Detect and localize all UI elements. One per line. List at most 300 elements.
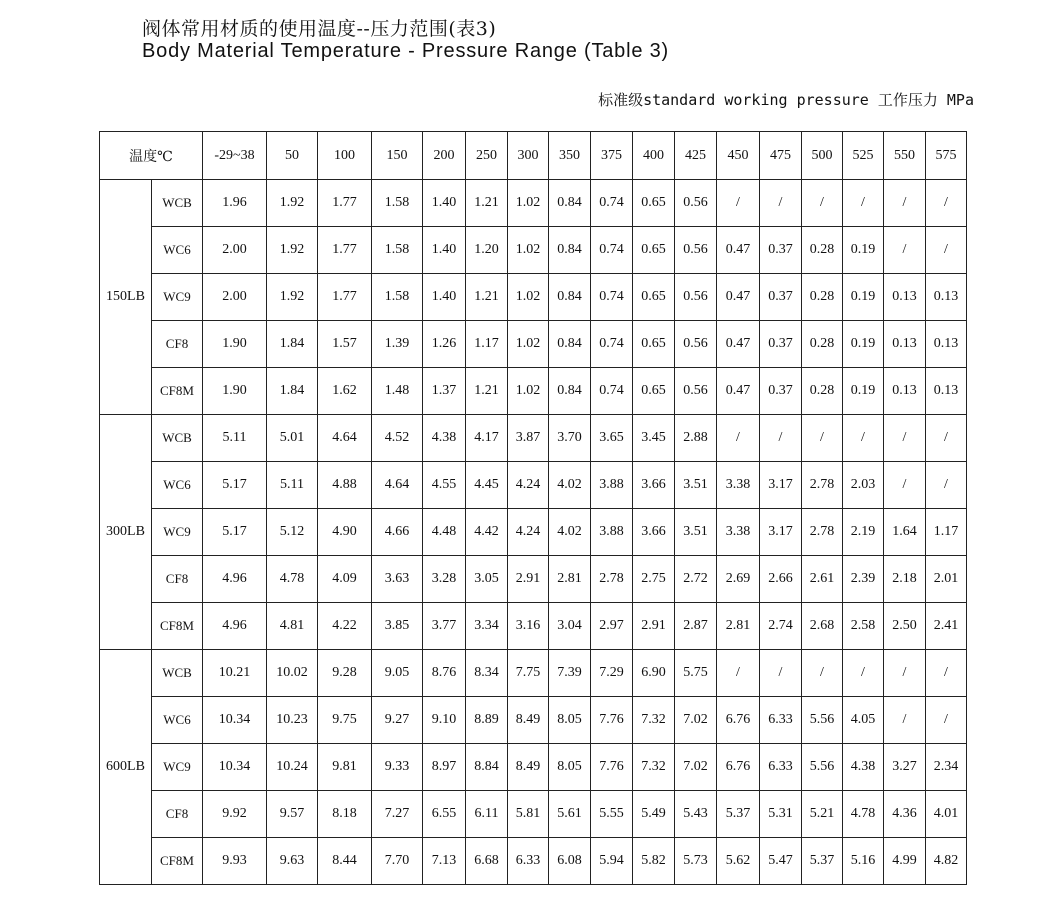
temperature-header-cell: -29~38: [203, 132, 267, 180]
pressure-value-cell: 3.27: [884, 744, 926, 791]
pressure-value-cell: 4.66: [372, 509, 423, 556]
table-row: [100, 744, 967, 791]
pressure-value-cell: 0.84: [549, 321, 591, 368]
pressure-value-cell: 3.04: [549, 603, 591, 650]
pressure-value-cell: 2.72: [675, 556, 717, 603]
pressure-value-cell: 6.76: [717, 744, 760, 791]
pressure-value-cell: 7.76: [591, 697, 633, 744]
pressure-value-cell: 3.87: [508, 415, 549, 462]
pressure-value-cell: 5.56: [802, 697, 843, 744]
pressure-value-cell: 9.05: [372, 650, 423, 697]
temperature-header-cell: 525: [843, 132, 884, 180]
temperature-header-cell: 150: [372, 132, 423, 180]
pressure-value-cell: 4.17: [466, 415, 508, 462]
temperature-header-cell: 50: [267, 132, 318, 180]
pressure-value-cell: 9.63: [267, 838, 318, 885]
pressure-value-cell: 0.47: [717, 274, 760, 321]
pressure-value-cell: 0.37: [760, 368, 802, 415]
pressure-value-cell: /: [884, 697, 926, 744]
pressure-value-cell: 0.74: [591, 180, 633, 227]
pressure-value-cell: 0.47: [717, 227, 760, 274]
material-cell: WC6: [152, 227, 203, 274]
temperature-header-cell: 425: [675, 132, 717, 180]
pressure-value-cell: 2.91: [508, 556, 549, 603]
pressure-value-cell: 7.02: [675, 697, 717, 744]
pressure-value-cell: 1.90: [203, 368, 267, 415]
material-cell: WCB: [152, 180, 203, 227]
pressure-value-cell: 4.42: [466, 509, 508, 556]
pressure-value-cell: 6.90: [633, 650, 675, 697]
pressure-value-cell: 1.84: [267, 321, 318, 368]
pressure-value-cell: 9.33: [372, 744, 423, 791]
pressure-value-cell: 0.56: [675, 274, 717, 321]
pressure-value-cell: 2.41: [926, 603, 967, 650]
table-row: [100, 791, 967, 838]
pressure-value-cell: 1.02: [508, 368, 549, 415]
pressure-value-cell: 2.34: [926, 744, 967, 791]
pressure-value-cell: 9.10: [423, 697, 466, 744]
pressure-value-cell: 5.12: [267, 509, 318, 556]
pressure-value-cell: 0.37: [760, 274, 802, 321]
pressure-value-cell: 0.47: [717, 321, 760, 368]
pressure-value-cell: 0.47: [717, 368, 760, 415]
pressure-value-cell: 3.88: [591, 462, 633, 509]
pressure-value-cell: 0.65: [633, 321, 675, 368]
pressure-value-cell: 2.39: [843, 556, 884, 603]
pressure-value-cell: /: [717, 180, 760, 227]
pressure-temperature-table: [99, 131, 967, 885]
pressure-value-cell: 8.05: [549, 744, 591, 791]
pressure-value-cell: 0.37: [760, 321, 802, 368]
pressure-value-cell: 3.34: [466, 603, 508, 650]
pressure-value-cell: 0.13: [926, 274, 967, 321]
pressure-value-cell: 2.87: [675, 603, 717, 650]
pressure-value-cell: /: [802, 180, 843, 227]
pressure-value-cell: 9.92: [203, 791, 267, 838]
pressure-value-cell: 2.81: [549, 556, 591, 603]
pressure-value-cell: /: [926, 697, 967, 744]
pressure-value-cell: 0.28: [802, 227, 843, 274]
pressure-value-cell: 1.40: [423, 274, 466, 321]
pressure-value-cell: 4.02: [549, 462, 591, 509]
pressure-value-cell: 3.85: [372, 603, 423, 650]
pressure-value-cell: 1.20: [466, 227, 508, 274]
pressure-value-cell: 0.84: [549, 180, 591, 227]
pressure-value-cell: 0.74: [591, 274, 633, 321]
pressure-value-cell: 8.76: [423, 650, 466, 697]
pressure-value-cell: 2.78: [802, 509, 843, 556]
pressure-value-cell: 3.66: [633, 509, 675, 556]
pressure-value-cell: 0.19: [843, 274, 884, 321]
pressure-value-cell: 1.17: [926, 509, 967, 556]
pressure-value-cell: 6.33: [508, 838, 549, 885]
table-row: [100, 180, 967, 227]
pressure-value-cell: 1.57: [318, 321, 372, 368]
pressure-value-cell: 2.78: [802, 462, 843, 509]
pressure-value-cell: 1.84: [267, 368, 318, 415]
pressure-value-cell: 2.19: [843, 509, 884, 556]
pressure-value-cell: /: [760, 180, 802, 227]
pressure-value-cell: 5.47: [760, 838, 802, 885]
pressure-class-cell: 150LB: [100, 180, 152, 415]
pressure-value-cell: /: [926, 462, 967, 509]
pressure-value-cell: /: [843, 415, 884, 462]
pressure-value-cell: 2.61: [802, 556, 843, 603]
table-row: [100, 274, 967, 321]
temperature-header-cell: 400: [633, 132, 675, 180]
pressure-value-cell: /: [926, 180, 967, 227]
pressure-value-cell: 5.55: [591, 791, 633, 838]
pressure-value-cell: 7.32: [633, 744, 675, 791]
pressure-value-cell: 5.73: [675, 838, 717, 885]
pressure-value-cell: 3.63: [372, 556, 423, 603]
pressure-value-cell: 9.93: [203, 838, 267, 885]
pressure-value-cell: 0.65: [633, 274, 675, 321]
pressure-value-cell: 3.70: [549, 415, 591, 462]
pressure-value-cell: 10.34: [203, 744, 267, 791]
pressure-value-cell: 5.21: [802, 791, 843, 838]
pressure-value-cell: 5.11: [203, 415, 267, 462]
pressure-value-cell: 2.00: [203, 274, 267, 321]
pressure-value-cell: 3.88: [591, 509, 633, 556]
pressure-value-cell: 3.65: [591, 415, 633, 462]
pressure-value-cell: 9.81: [318, 744, 372, 791]
table-row: [100, 838, 967, 885]
header-row: [100, 132, 967, 180]
pressure-value-cell: 2.01: [926, 556, 967, 603]
pressure-value-cell: /: [926, 650, 967, 697]
pressure-value-cell: 1.92: [267, 274, 318, 321]
pressure-value-cell: 5.94: [591, 838, 633, 885]
pressure-value-cell: 5.17: [203, 509, 267, 556]
pressure-value-cell: 0.65: [633, 180, 675, 227]
table-row: [100, 556, 967, 603]
pressure-value-cell: /: [843, 650, 884, 697]
pressure-value-cell: 3.28: [423, 556, 466, 603]
pressure-value-cell: 4.36: [884, 791, 926, 838]
pressure-value-cell: 7.32: [633, 697, 675, 744]
pressure-value-cell: 10.21: [203, 650, 267, 697]
pressure-value-cell: 0.28: [802, 274, 843, 321]
pressure-value-cell: 6.76: [717, 697, 760, 744]
pressure-value-cell: 1.21: [466, 274, 508, 321]
pressure-value-cell: 0.65: [633, 368, 675, 415]
pressure-value-cell: 7.29: [591, 650, 633, 697]
pressure-value-cell: 5.75: [675, 650, 717, 697]
pressure-value-cell: 10.23: [267, 697, 318, 744]
pressure-value-cell: 8.18: [318, 791, 372, 838]
pressure-value-cell: 0.74: [591, 227, 633, 274]
pressure-class-cell: 600LB: [100, 650, 152, 885]
material-cell: WC9: [152, 744, 203, 791]
pressure-value-cell: 1.40: [423, 227, 466, 274]
pressure-value-cell: /: [760, 650, 802, 697]
pressure-value-cell: 4.82: [926, 838, 967, 885]
pressure-value-cell: 8.84: [466, 744, 508, 791]
material-cell: WC9: [152, 509, 203, 556]
pressure-value-cell: 3.38: [717, 462, 760, 509]
pressure-value-cell: 5.11: [267, 462, 318, 509]
pressure-value-cell: 0.65: [633, 227, 675, 274]
pressure-value-cell: 0.13: [884, 321, 926, 368]
pressure-value-cell: 2.00: [203, 227, 267, 274]
pressure-value-cell: 0.37: [760, 227, 802, 274]
pressure-value-cell: 4.90: [318, 509, 372, 556]
pressure-value-cell: 2.97: [591, 603, 633, 650]
pressure-value-cell: /: [802, 650, 843, 697]
pressure-value-cell: 3.51: [675, 509, 717, 556]
pressure-value-cell: 3.17: [760, 462, 802, 509]
pressure-value-cell: 6.68: [466, 838, 508, 885]
pressure-value-cell: 4.22: [318, 603, 372, 650]
pressure-value-cell: /: [884, 180, 926, 227]
material-cell: WCB: [152, 415, 203, 462]
pressure-value-cell: 2.66: [760, 556, 802, 603]
pressure-value-cell: 4.99: [884, 838, 926, 885]
pressure-value-cell: 3.16: [508, 603, 549, 650]
pressure-value-cell: 6.33: [760, 697, 802, 744]
material-cell: WC6: [152, 462, 203, 509]
pressure-value-cell: 0.13: [926, 368, 967, 415]
pressure-value-cell: /: [926, 227, 967, 274]
pressure-value-cell: 6.08: [549, 838, 591, 885]
pressure-value-cell: 3.51: [675, 462, 717, 509]
temperature-header-cell: 350: [549, 132, 591, 180]
pressure-value-cell: 1.77: [318, 274, 372, 321]
pressure-value-cell: 7.75: [508, 650, 549, 697]
pressure-value-cell: 0.28: [802, 321, 843, 368]
pressure-value-cell: /: [760, 415, 802, 462]
pressure-value-cell: 0.84: [549, 227, 591, 274]
temperature-header-cell: 300: [508, 132, 549, 180]
pressure-value-cell: 1.77: [318, 227, 372, 274]
pressure-value-cell: 0.84: [549, 274, 591, 321]
pressure-value-cell: 5.61: [549, 791, 591, 838]
pressure-value-cell: 4.78: [843, 791, 884, 838]
temperature-header-cell: 450: [717, 132, 760, 180]
material-cell: CF8: [152, 321, 203, 368]
material-cell: WCB: [152, 650, 203, 697]
pressure-value-cell: 0.56: [675, 227, 717, 274]
table-row: [100, 227, 967, 274]
pressure-value-cell: 1.37: [423, 368, 466, 415]
pressure-value-cell: 1.90: [203, 321, 267, 368]
table-row: [100, 509, 967, 556]
pressure-value-cell: 0.84: [549, 368, 591, 415]
pressure-value-cell: 1.64: [884, 509, 926, 556]
pressure-value-cell: 8.49: [508, 744, 549, 791]
pressure-value-cell: 9.27: [372, 697, 423, 744]
material-cell: CF8M: [152, 838, 203, 885]
pressure-value-cell: 5.31: [760, 791, 802, 838]
pressure-value-cell: 8.34: [466, 650, 508, 697]
pressure-value-cell: 0.28: [802, 368, 843, 415]
table-row: [100, 650, 967, 697]
material-cell: CF8: [152, 791, 203, 838]
pressure-value-cell: 6.55: [423, 791, 466, 838]
pressure-value-cell: /: [717, 650, 760, 697]
pressure-value-cell: 1.58: [372, 180, 423, 227]
pressure-value-cell: 2.18: [884, 556, 926, 603]
table-row: [100, 462, 967, 509]
material-cell: WC9: [152, 274, 203, 321]
pressure-value-cell: 2.03: [843, 462, 884, 509]
pressure-value-cell: 7.02: [675, 744, 717, 791]
pressure-value-cell: /: [717, 415, 760, 462]
pressure-value-cell: 0.13: [884, 274, 926, 321]
pressure-value-cell: 4.81: [267, 603, 318, 650]
pressure-value-cell: 4.78: [267, 556, 318, 603]
pressure-value-cell: 8.05: [549, 697, 591, 744]
pressure-value-cell: 4.64: [318, 415, 372, 462]
pressure-value-cell: 1.40: [423, 180, 466, 227]
pressure-value-cell: 1.26: [423, 321, 466, 368]
pressure-value-cell: 1.02: [508, 227, 549, 274]
pressure-value-cell: 4.38: [423, 415, 466, 462]
temperature-header-cell: 550: [884, 132, 926, 180]
pressure-value-cell: 4.09: [318, 556, 372, 603]
pressure-value-cell: 1.48: [372, 368, 423, 415]
pressure-value-cell: 3.05: [466, 556, 508, 603]
pressure-value-cell: 2.91: [633, 603, 675, 650]
pressure-value-cell: 8.97: [423, 744, 466, 791]
pressure-value-cell: 2.68: [802, 603, 843, 650]
pressure-value-cell: 1.17: [466, 321, 508, 368]
pressure-value-cell: 0.19: [843, 321, 884, 368]
pressure-value-cell: 4.05: [843, 697, 884, 744]
pressure-value-cell: 4.48: [423, 509, 466, 556]
pressure-value-cell: 0.13: [926, 321, 967, 368]
pressure-value-cell: 1.77: [318, 180, 372, 227]
pressure-value-cell: 8.44: [318, 838, 372, 885]
pressure-value-cell: 5.82: [633, 838, 675, 885]
pressure-value-cell: 4.38: [843, 744, 884, 791]
pressure-value-cell: 5.37: [717, 791, 760, 838]
pressure-value-cell: 2.74: [760, 603, 802, 650]
pressure-value-cell: 9.75: [318, 697, 372, 744]
pressure-value-cell: 1.58: [372, 274, 423, 321]
pressure-value-cell: 4.96: [203, 556, 267, 603]
pressure-value-cell: 1.92: [267, 180, 318, 227]
pressure-value-cell: /: [926, 415, 967, 462]
pressure-value-cell: 2.78: [591, 556, 633, 603]
pressure-value-cell: 0.13: [884, 368, 926, 415]
pressure-value-cell: 1.58: [372, 227, 423, 274]
pressure-value-cell: 4.55: [423, 462, 466, 509]
pressure-value-cell: 5.81: [508, 791, 549, 838]
pressure-value-cell: 1.02: [508, 180, 549, 227]
pressure-value-cell: 4.64: [372, 462, 423, 509]
pressure-value-cell: 0.56: [675, 368, 717, 415]
pressure-value-cell: 5.56: [802, 744, 843, 791]
pressure-value-cell: 1.62: [318, 368, 372, 415]
pressure-value-cell: 1.39: [372, 321, 423, 368]
pressure-value-cell: /: [884, 415, 926, 462]
pressure-value-cell: 5.43: [675, 791, 717, 838]
pressure-value-cell: 0.56: [675, 321, 717, 368]
temperature-header-cell: 375: [591, 132, 633, 180]
pressure-value-cell: 7.39: [549, 650, 591, 697]
pressure-value-cell: 4.88: [318, 462, 372, 509]
pressure-value-cell: 9.28: [318, 650, 372, 697]
pressure-value-cell: 3.38: [717, 509, 760, 556]
pressure-value-cell: 1.92: [267, 227, 318, 274]
pressure-value-cell: 5.17: [203, 462, 267, 509]
pressure-value-cell: 0.19: [843, 368, 884, 415]
pressure-value-cell: /: [884, 227, 926, 274]
pressure-value-cell: 5.62: [717, 838, 760, 885]
pressure-value-cell: /: [802, 415, 843, 462]
pressure-value-cell: 0.19: [843, 227, 884, 274]
pressure-value-cell: 1.21: [466, 368, 508, 415]
pressure-value-cell: 3.66: [633, 462, 675, 509]
pressure-value-cell: 6.33: [760, 744, 802, 791]
pressure-value-cell: 5.49: [633, 791, 675, 838]
page-title-chinese: 阀体常用材质的使用温度--压力范围(表3): [142, 18, 497, 40]
temperature-header-cell: 100: [318, 132, 372, 180]
pressure-value-cell: 7.70: [372, 838, 423, 885]
pressure-value-cell: 4.24: [508, 462, 549, 509]
pressure-value-cell: 2.75: [633, 556, 675, 603]
pressure-value-cell: 0.74: [591, 368, 633, 415]
pressure-value-cell: 4.24: [508, 509, 549, 556]
pressure-value-cell: 3.45: [633, 415, 675, 462]
temperature-header-cell: 500: [802, 132, 843, 180]
pressure-value-cell: 9.57: [267, 791, 318, 838]
pressure-value-cell: 4.01: [926, 791, 967, 838]
material-cell: CF8: [152, 556, 203, 603]
temperature-header-cell: 475: [760, 132, 802, 180]
pressure-value-cell: 8.49: [508, 697, 549, 744]
pressure-value-cell: 3.77: [423, 603, 466, 650]
pressure-value-cell: 2.50: [884, 603, 926, 650]
pressure-class-cell: 300LB: [100, 415, 152, 650]
table-row: [100, 415, 967, 462]
material-cell: WC6: [152, 697, 203, 744]
temperature-header-cell: 200: [423, 132, 466, 180]
pressure-value-cell: 1.02: [508, 274, 549, 321]
pressure-value-cell: 2.69: [717, 556, 760, 603]
pressure-value-cell: 2.88: [675, 415, 717, 462]
temperature-header-cell: 575: [926, 132, 967, 180]
pressure-value-cell: 3.17: [760, 509, 802, 556]
temperature-header-label: 温度℃: [100, 132, 203, 180]
pressure-value-cell: 6.11: [466, 791, 508, 838]
pressure-value-cell: 4.96: [203, 603, 267, 650]
pressure-value-cell: 10.24: [267, 744, 318, 791]
unit-note: 标准级standard working pressure 工作压力 MPa: [598, 91, 974, 109]
pressure-value-cell: 5.37: [802, 838, 843, 885]
table-row: [100, 603, 967, 650]
temperature-header-cell: 250: [466, 132, 508, 180]
pressure-value-cell: /: [843, 180, 884, 227]
pressure-value-cell: 4.52: [372, 415, 423, 462]
pressure-value-cell: 10.34: [203, 697, 267, 744]
pressure-value-cell: /: [884, 650, 926, 697]
pressure-value-cell: 4.02: [549, 509, 591, 556]
pressure-value-cell: 7.27: [372, 791, 423, 838]
pressure-value-cell: 5.01: [267, 415, 318, 462]
pressure-value-cell: 7.76: [591, 744, 633, 791]
pressure-value-cell: 10.02: [267, 650, 318, 697]
pressure-value-cell: 1.02: [508, 321, 549, 368]
table-row: [100, 321, 967, 368]
table-row: [100, 697, 967, 744]
pressure-value-cell: 1.96: [203, 180, 267, 227]
pressure-value-cell: 8.89: [466, 697, 508, 744]
pressure-value-cell: 0.74: [591, 321, 633, 368]
page-title-english: Body Material Temperature - Pressure Range (Table 3): [142, 40, 670, 62]
